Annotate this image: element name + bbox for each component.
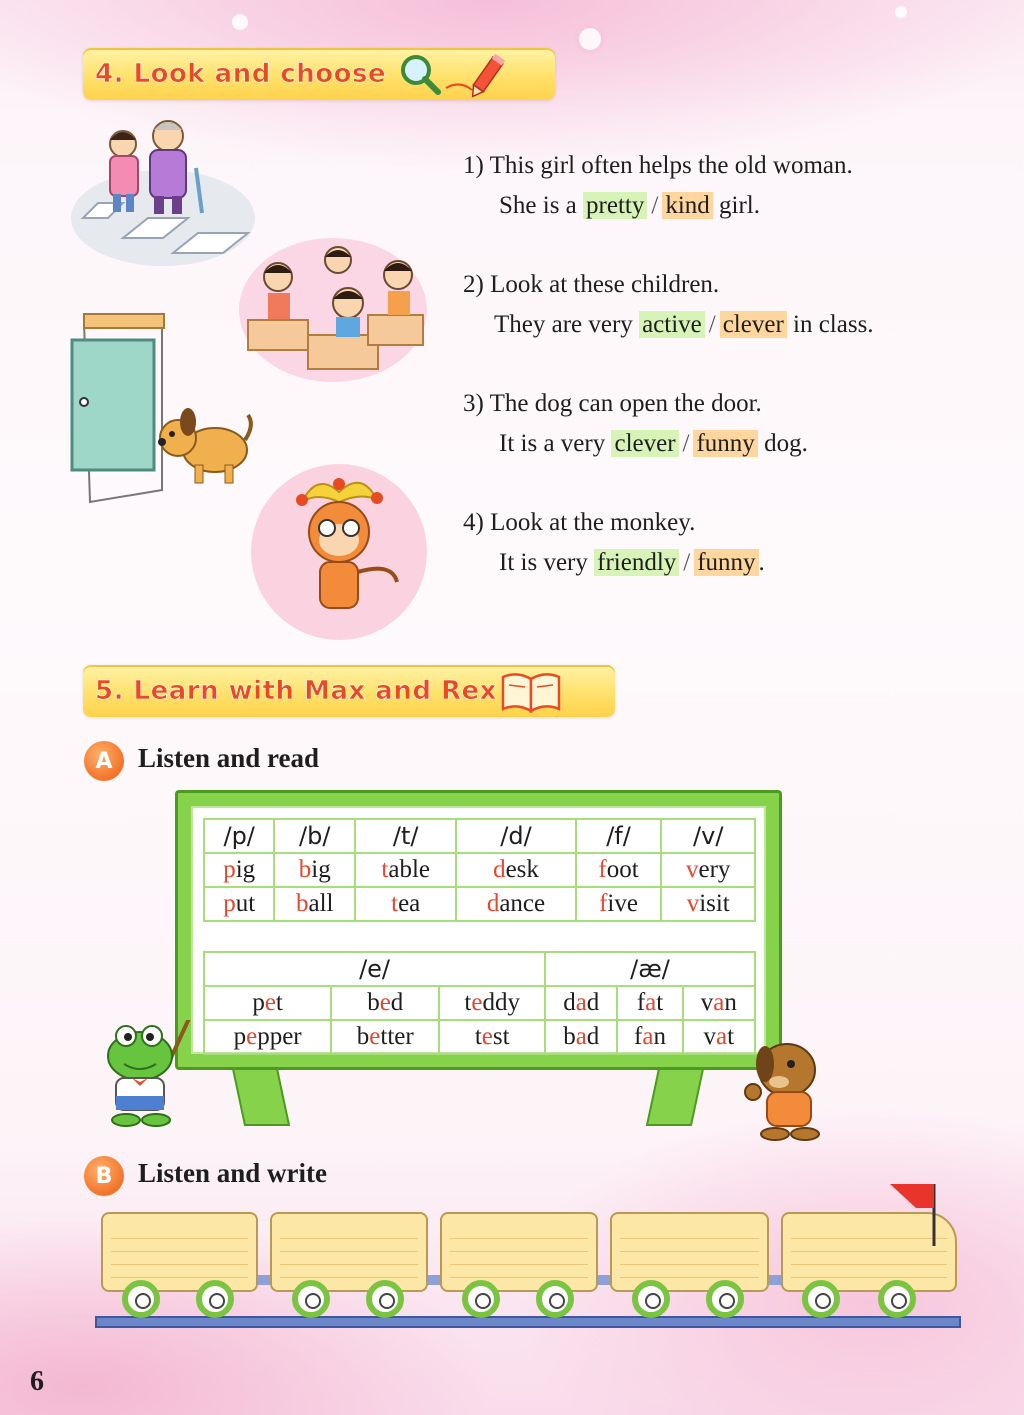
sentence-start: It is very (499, 549, 588, 576)
question-number: 2) (463, 271, 484, 298)
table-row (204, 1020, 755, 1054)
table-row (204, 986, 755, 1020)
write-box-1[interactable] (101, 1212, 258, 1292)
question-prompt: This girl often helps the old woman. (489, 152, 853, 179)
dog-character-illustration (735, 1030, 827, 1142)
sentence-end: . (758, 549, 765, 576)
word-cell: van (683, 986, 755, 1020)
sentence-start: She is a (499, 192, 577, 219)
option-separator: / (683, 549, 691, 576)
train-wheel (878, 1280, 916, 1318)
phoneme-symbol: /p/ (204, 819, 274, 853)
question-prompt: Look at the monkey. (490, 509, 696, 536)
train-wheel (366, 1280, 404, 1318)
board-leg-left (232, 1068, 290, 1126)
part-a-badge: A (84, 741, 124, 781)
writing-lines (280, 1226, 418, 1280)
page-number: 6 (30, 1366, 44, 1397)
section-5-title: 5. Learn with Max and Rex (95, 676, 497, 706)
option-pretty[interactable]: pretty (583, 192, 647, 219)
table-row (204, 819, 755, 853)
phoneme-symbol: /e/ (204, 952, 545, 986)
sentence-end: dog. (764, 430, 808, 457)
question-prompt: Look at these children. (490, 271, 720, 298)
table-row (204, 887, 755, 921)
word-cell: foot (576, 853, 662, 887)
train-wheel (462, 1280, 500, 1318)
word-cell: pig (204, 853, 274, 887)
phoneme-symbol: /t/ (355, 819, 456, 853)
option-friendly[interactable]: friendly (594, 549, 679, 576)
word-cell: bad (545, 1020, 617, 1054)
word-cell: vat (683, 1020, 755, 1054)
children-in-classroom-illustration (238, 235, 428, 385)
question-number: 4) (463, 509, 484, 536)
option-separator: / (682, 430, 690, 457)
writing-lines (111, 1226, 248, 1280)
sentence-start: They are very (494, 311, 633, 338)
word-cell: teddy (439, 986, 545, 1020)
sentence-end: in class. (793, 311, 874, 338)
writing-lines (620, 1226, 759, 1280)
option-kind[interactable]: kind (662, 192, 712, 219)
sparkle-decoration (575, 24, 605, 54)
part-a-label: Listen and read (138, 743, 320, 773)
option-clever[interactable]: clever (611, 430, 678, 457)
question-4 (463, 503, 765, 583)
write-box-4[interactable] (610, 1212, 769, 1292)
word-cell: dance (456, 887, 575, 921)
question-3 (463, 384, 808, 464)
phonics-board (175, 790, 782, 1070)
option-active[interactable]: active (639, 311, 705, 338)
word-cell: big (274, 853, 355, 887)
question-2 (463, 265, 874, 345)
train-wheel (706, 1280, 744, 1318)
train-wheel (632, 1280, 670, 1318)
train-wheel (292, 1280, 330, 1318)
train-wheel (122, 1280, 160, 1318)
word-cell: dad (545, 986, 617, 1020)
question-1 (463, 146, 853, 226)
word-cell: better (331, 1020, 439, 1054)
option-funny[interactable]: funny (694, 549, 758, 576)
phoneme-symbol: /d/ (456, 819, 575, 853)
write-box-3[interactable] (440, 1212, 598, 1292)
board-surface (191, 806, 766, 1054)
word-cell: five (576, 887, 662, 921)
word-cell: bed (331, 986, 439, 1020)
word-cell: ball (274, 887, 355, 921)
flag-icon (886, 1180, 946, 1250)
sentence-start: It is a very (499, 430, 606, 457)
word-cell: tea (355, 887, 456, 921)
word-cell: fat (617, 986, 682, 1020)
sparkle-decoration (895, 6, 907, 18)
word-cell: visit (661, 887, 755, 921)
sparkle-decoration (232, 14, 248, 30)
part-b-label: Listen and write (138, 1158, 327, 1188)
sentence-end: girl. (719, 192, 760, 219)
section-5-header (83, 665, 615, 717)
word-cell: very (661, 853, 755, 887)
train-rail (95, 1316, 961, 1328)
girl-helping-old-woman-illustration (68, 108, 258, 268)
word-cell: table (355, 853, 456, 887)
word-cell: put (204, 887, 274, 921)
question-prompt: The dog can open the door. (489, 390, 762, 417)
phoneme-symbol: /b/ (274, 819, 355, 853)
option-separator: / (651, 192, 659, 219)
table-row (204, 952, 755, 986)
section-4-title: 4. Look and choose (95, 59, 387, 89)
frog-character-illustration (92, 1020, 202, 1132)
phoneme-symbol: /v/ (661, 819, 755, 853)
vowel-table (203, 951, 756, 1055)
word-cell: fan (617, 1020, 682, 1054)
phoneme-symbol: /f/ (576, 819, 662, 853)
magnifier-icon (398, 52, 442, 96)
question-number: 1) (463, 152, 484, 179)
consonant-table (203, 818, 756, 922)
word-cell: test (439, 1020, 545, 1054)
part-b-badge: B (84, 1156, 124, 1196)
write-box-2[interactable] (270, 1212, 428, 1292)
option-clever[interactable]: clever (720, 311, 787, 338)
train-wheel (802, 1280, 840, 1318)
writing-lines (450, 1226, 588, 1280)
pencil-icon (442, 50, 512, 98)
word-cell: pet (204, 986, 331, 1020)
word-cell: desk (456, 853, 575, 887)
book-icon (499, 667, 565, 715)
question-number: 3) (463, 390, 484, 417)
table-row (204, 853, 755, 887)
word-cell: pepper (204, 1020, 331, 1054)
train-wheel (196, 1280, 234, 1318)
option-separator: / (708, 311, 716, 338)
phoneme-symbol: /æ/ (545, 952, 755, 986)
section-4-header (83, 48, 555, 100)
funny-monkey-illustration (242, 462, 437, 642)
option-funny[interactable]: funny (693, 430, 757, 457)
train-wheel (536, 1280, 574, 1318)
dog-opening-door-illustration (70, 310, 255, 505)
board-leg-right (646, 1068, 704, 1126)
